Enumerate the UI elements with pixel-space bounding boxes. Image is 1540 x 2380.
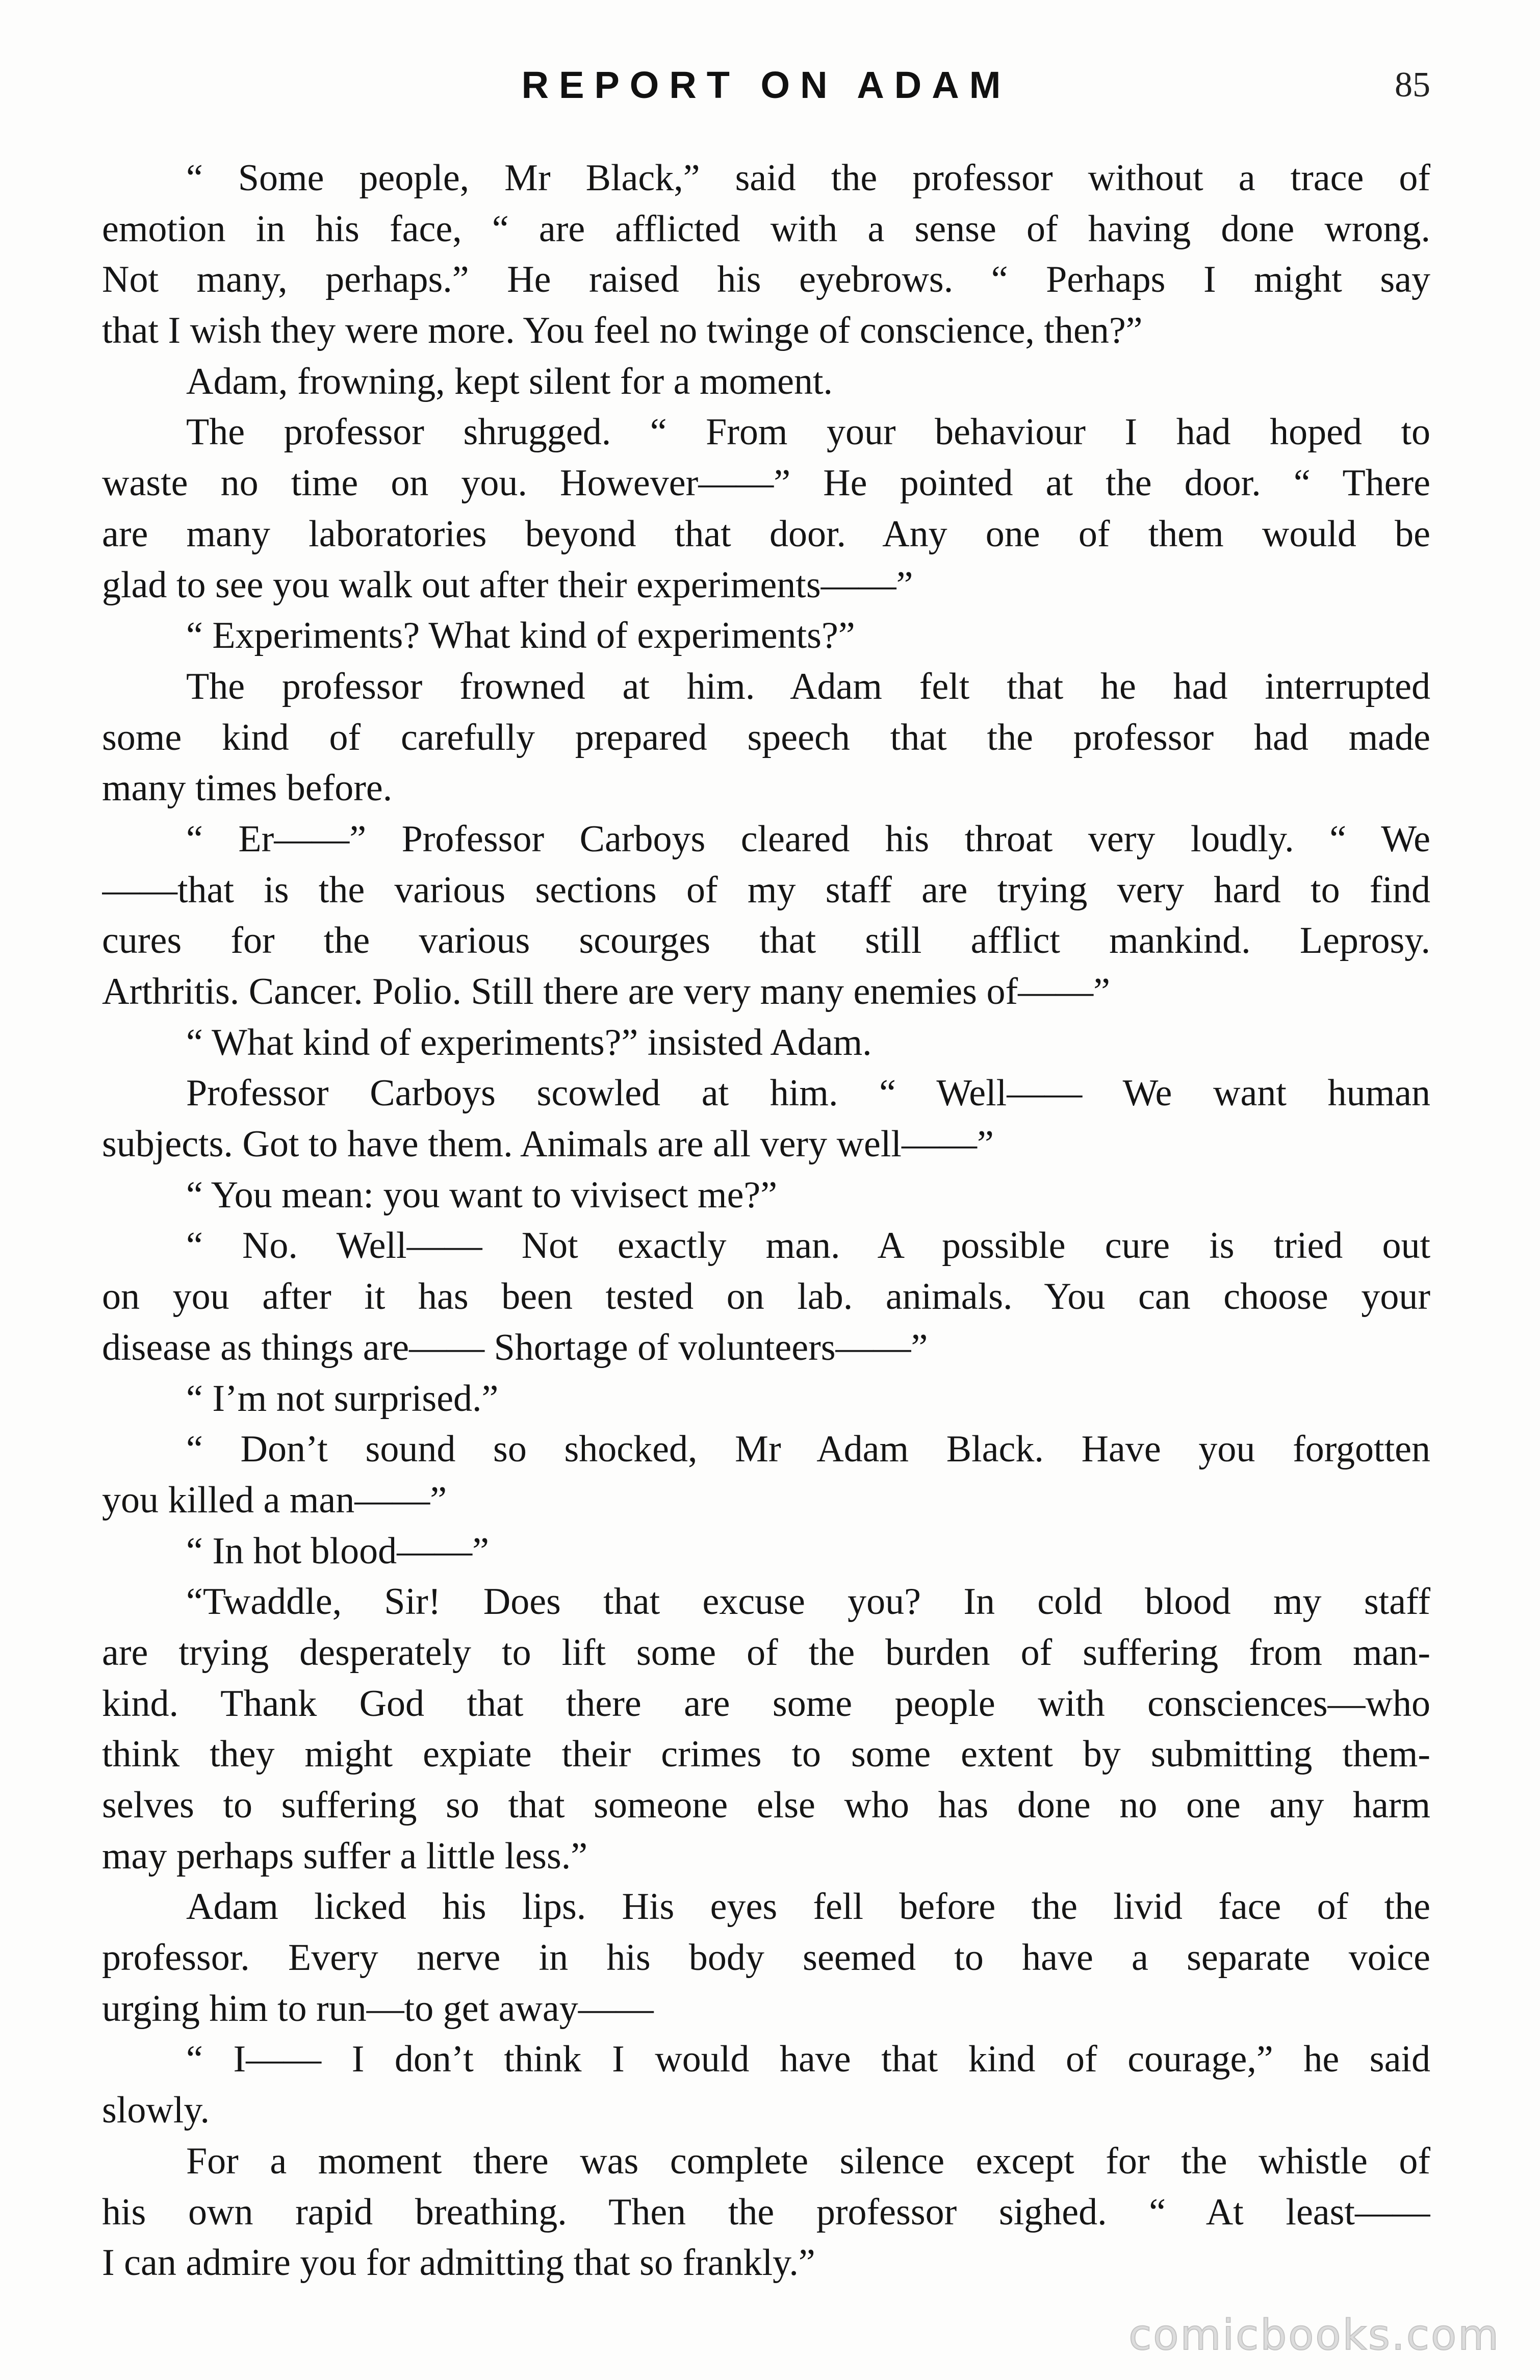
text-line: “ You mean: you want to vivisect me?” [186,1174,778,1216]
site-watermark: comicbooks.com [1128,2311,1500,2360]
text-line: “ I—— I don’t think I would have that kind of courage,” he said [186,2038,1430,2081]
text-line: that I wish they were more. You feel no twinge of conscience, then?” [102,310,1143,352]
page-number: 85 [1395,65,1430,105]
text-line: “ I’m not surprised.” [186,1377,499,1420]
text-line: Adam licked his lips. His eyes fell before the livid face of the [186,1886,1430,1928]
text-line: glad to see you walk out after their experiments——” [102,564,913,606]
text-line: ——that is the various sections of my staff are trying very hard to find [102,869,1430,911]
text-line: cures for the various scourges that still afflict mankind. Leprosy. [102,920,1430,962]
text-line: “ Don’t sound so shocked, Mr Adam Black. Have you forgotten [186,1428,1430,1471]
text-line: Professor Carboys scowled at him. “ Well—— We want human [186,1072,1430,1115]
text-line: many times before. [102,767,393,809]
text-line: “ No. Well—— Not exactly man. A possible cure is tried out [186,1225,1430,1267]
text-line: Arthritis. Cancer. Polio. Still there are very many enemies of——” [102,971,1110,1012]
text-line: may perhaps suffer a little less.” [102,1835,588,1877]
text-line: think they might expiate their crimes to some extent by submitting them- [102,1733,1430,1776]
body-text [102,153,1430,2289]
text-line: are trying desperately to lift some of the burden of suffering from man- [102,1631,1430,1674]
text-line: some kind of carefully prepared speech that the professor had made [102,716,1430,758]
text-line: his own rapid breathing. Then the professor sighed. “ At least—— [102,2191,1430,2233]
text-line: urging him to run—to get away—— [102,1987,654,2030]
text-line: are many laboratories beyond that door. Any one of them would be [102,513,1430,555]
text-line: subjects. Got to have them. Animals are all very well——” [102,1123,994,1166]
running-title: REPORT ON ADAM [521,64,1011,106]
text-line: disease as things are—— Shortage of volunteers——” [102,1326,928,1369]
text-line: “ Some people, Mr Black,” said the professor without a trace of [186,157,1430,199]
text-line: “Twaddle, Sir! Does that excuse you? In cold blood my staff [186,1581,1430,1623]
text-line: slowly. [102,2089,210,2132]
text-line: “ Experiments? What kind of experiments?” [186,615,855,657]
text-line: emotion in his face, “ are afflicted with a sense of having done wrong. [102,208,1430,250]
running-head [102,57,1430,118]
text-line: “ Er——” Professor Carboys cleared his throat very loudly. “ We [186,818,1430,860]
text-line: The professor shrugged. “ From your behaviour I had hoped to [186,411,1430,453]
text-line: waste no time on you. However——” He pointed at the door. “ There [102,462,1430,504]
text-line: on you after it has been tested on lab. animals. You can choose your [102,1276,1430,1318]
text-line: Adam, frowning, kept silent for a moment. [186,360,833,402]
text-line: selves to suffering so that someone else who has done no one any harm [102,1784,1430,1826]
text-line: “ What kind of experiments?” insisted Adam. [186,1021,872,1064]
text-line: The professor frowned at him. Adam felt that he had interrupted [186,665,1430,707]
text-line: kind. Thank God that there are some people with consciences—who [102,1682,1430,1725]
text-line: professor. Every nerve in his body seemed to have a separate voice [102,1937,1430,1979]
text-line: Not many, perhaps.” He raised his eyebrows. “ Perhaps I might say [102,259,1430,301]
text-line: you killed a man——” [102,1479,447,1521]
text-line: I can admire you for admitting that so frankly.” [102,2242,815,2284]
text-line: “ In hot blood——” [186,1530,489,1572]
text-line: For a moment there was complete silence except for the whistle of [186,2140,1430,2182]
